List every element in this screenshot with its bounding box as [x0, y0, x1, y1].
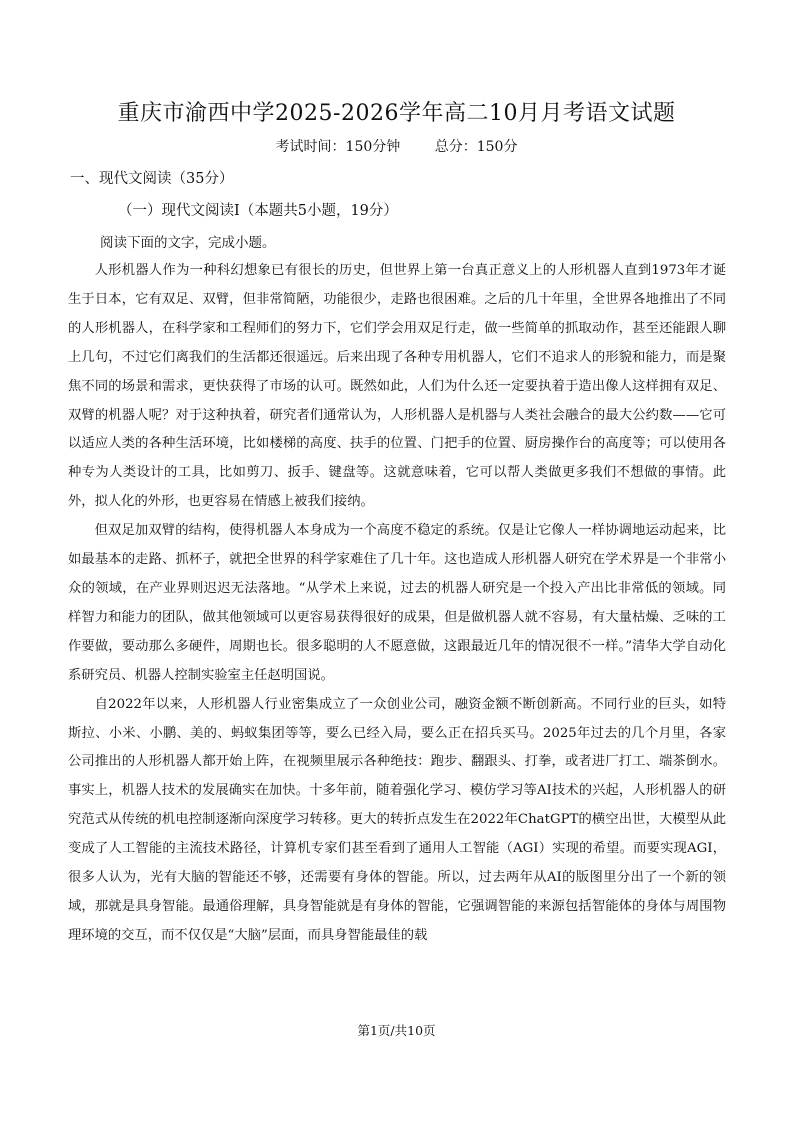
section-heading: 一、现代文阅读（35分）	[70, 171, 234, 187]
exam-meta	[0, 136, 793, 156]
page-number-footer: 第1页/共10页	[357, 1023, 436, 1038]
total-score: 总分：150分	[434, 139, 518, 155]
exam-title: 重庆市渝西中学2025-2026学年高二10月月考语文试题	[117, 101, 676, 126]
reading-instruction: 阅读下面的文字，完成小题。	[100, 235, 276, 251]
passage-body	[68, 257, 726, 951]
passage-paragraph: 人形机器人作为一种科幻想象已有很长的历史，但世界上第一台真正意义上的人形机器人直到1973年才诞生于日本，它有双足、双臂，但非常简陋，功能很少，走路也很困难。之后的几十年里，全世界各地推出了不同的人形机器人，在科学家和工程师们的努力下，它们学会用双足行走，做一些简单的抓取动作，甚至还能跟人聊上几句，不过它们离我们的生活都还很遥远。后来出现了各种专用机器人，它们不追求人的形貌和能力，而是聚焦不同的场景和需求，更快获得了市场的认可。既然如此，人们为什么还一定要执着于造出像人这样拥有双足、双臂的机器人呢？对于这种执着，研究者们通常认为，人形机器人是机器与人类社会融合的最大公约数——它可以适应人类的各种生活环境，比如楼梯的高度、扶手的位置、门把手的位置、厨房操作台的高度等；可以使用各种专为人类设计的工具，比如剪刀、扳手、键盘等。这就意味着，它可以帮人类做更多我们不想做的事情。此外，拟人化的外形，也更容易在情感上被我们接纳。	[68, 263, 726, 510]
exam-time: 考试时间：150分钟	[275, 139, 401, 155]
subsection-heading: （一）现代文阅读Ⅰ（本题共5小题，19分）	[118, 203, 398, 219]
passage-paragraph: 但双足加双臂的结构，使得机器人本身成为一个高度不稳定的系统。仅是让它像人一样协调地运动起来，比如最基本的走路、抓杯子，就把全世界的科学家难住了几十年。这也造成人形机器人研究在学术界是一个非常小众的领域，在产业界则迟迟无法落地。“从学术上来说，过去的机器人研究是一个投入产出比非常低的领域。同样智力和能力的团队，做其他领域可以更容易获得很好的成果，但是做机器人就不容易，有大量枯燥、乏味的工作要做，要动那么多硬件，周期也长。很多聪明的人不愿意做，这跟最近几年的情况很不一样。”清华大学自动化系研究员、机器人控制实验室主任赵明国说。	[68, 523, 726, 683]
passage-paragraph: 自2022年以来，人形机器人行业密集成立了一众创业公司，融资金额不断创新高。不同行业的巨头，如特斯拉、小米、小鹏、美的、蚂蚁集团等等，要么已经入局，要么正在招兵买马。2025年过去的几个月里，各家公司推出的人形机器人都开始上阵，在视频里展示各种绝技：跑步、翻跟头、打拳，或者进厂打工、端茶倒水。事实上，机器人技术的发展确实在加快。十多年前，随着强化学习、模仿学习等AI技术的兴起，人形机器人的研究范式从传统的机电控制逐渐向深度学习转移。更大的转折点发生在2022年ChatGPT的横空出世，大模型从此变成了人工智能的主流技术路径，计算机专家们甚至看到了通用人工智能（AGI）实现的希望。而要实现AGI，很多人认为，光有大脑的智能还不够，还需要有身体的智能。所以，过去两年从AI的版图里分出了一个新的领域，那就是具身智能。最通俗理解，具身智能就是有身体的智能，它强调智能的来源包括智能体的身体与周围物理环境的交互，而不仅仅是“大脑”层面，而具身智能最佳的载	[68, 696, 726, 943]
